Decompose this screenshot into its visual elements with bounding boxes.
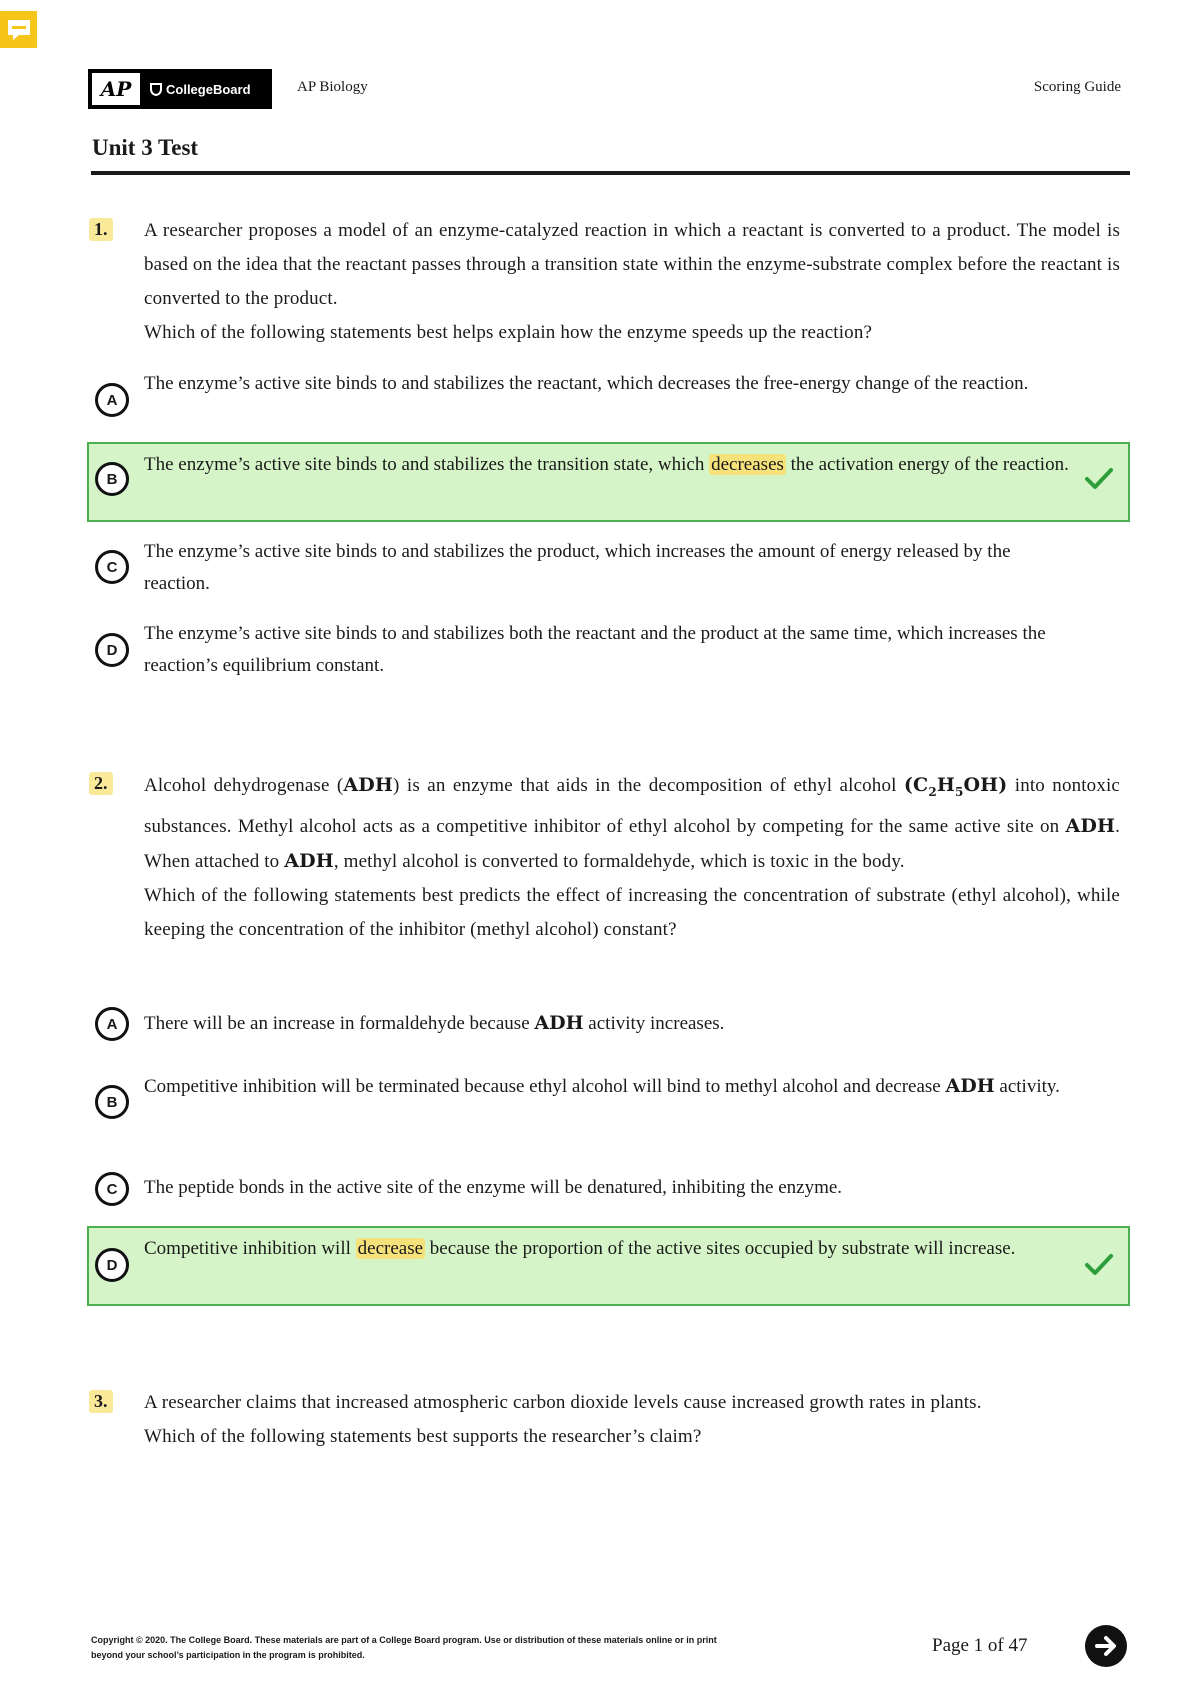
ap-collegeboard-logo: [88, 69, 272, 109]
logo-ap-text: AP: [92, 73, 140, 105]
option-letter-circle: D: [95, 633, 129, 667]
highlighted-word: decreases: [711, 454, 784, 475]
logo-collegeboard: [142, 71, 270, 107]
formula-subscript: 5: [954, 784, 964, 799]
copyright-notice: Copyright © 2020. The College Board. These materials are part of a College Board program. Use or distribution of these materials online or in print beyond your school’s participation in the program is prohibited.: [91, 1635, 717, 1660]
stem-text: Alcohol dehydrogenase (: [144, 775, 344, 796]
option-text: The enzyme’s active site binds to and stabilizes the product, which increases the amount of energy released by the reaction.: [144, 541, 1011, 594]
option-letter-circle: A: [95, 1007, 129, 1041]
question-stem-paragraph: [144, 768, 1120, 879]
option-text: [144, 1233, 1074, 1265]
option-text: [144, 1007, 1074, 1040]
question-number: 1.: [89, 218, 113, 241]
next-page-button[interactable]: [1085, 1625, 1127, 1667]
highlighted-word: decrease: [357, 1238, 424, 1259]
answer-option-correct[interactable]: [87, 442, 1130, 522]
option-text: [144, 449, 1074, 481]
title-divider: [91, 171, 1130, 175]
question-number: 2.: [89, 772, 113, 795]
checkmark-icon: [1084, 1252, 1114, 1278]
answer-option[interactable]: [87, 534, 1130, 600]
checkmark-icon: [1084, 466, 1114, 492]
question-stem: [144, 1386, 1120, 1454]
option-text-part: The enzyme’s active site binds to and stabilizes the transition state, which: [144, 454, 710, 475]
adh-term: ADH: [534, 1012, 584, 1034]
option-letter-circle: A: [95, 383, 129, 417]
formula-part: H: [936, 774, 955, 796]
question-stem: [144, 768, 1120, 947]
option-letter-circle: C: [95, 550, 129, 584]
page-title: Unit 3 Test: [92, 135, 199, 160]
question-stem-paragraph: A researcher proposes a model of an enzyme-catalyzed reaction in which a reactant is converted to a product. The model is based on the idea that the reactant passes through a transition state within the enzyme-substrate complex before the reactant is converted to the product.: [144, 220, 1120, 309]
comment-button[interactable]: [0, 11, 37, 48]
question-prompt: Which of the following statements best supports the researcher’s claim?: [144, 1426, 702, 1447]
course-name: AP Biology: [297, 79, 368, 95]
adh-term: ADH: [343, 774, 394, 796]
formula-part: OH): [963, 774, 1008, 796]
answer-option-correct[interactable]: [87, 1226, 1130, 1306]
stem-text: ) is an enzyme that aids in the decomposition of ethyl alcohol: [393, 775, 904, 796]
answer-option[interactable]: [87, 1000, 1130, 1048]
arrow-right-circle-icon: [1092, 1632, 1120, 1660]
option-text-part: There will be an increase in formaldehyde because: [144, 1013, 535, 1034]
answer-option[interactable]: [87, 366, 1130, 438]
option-text: [144, 1070, 1074, 1103]
answer-option[interactable]: [87, 1164, 1130, 1212]
question-number: 3.: [89, 1390, 113, 1413]
adh-term: ADH: [284, 849, 334, 872]
scoring-guide-label: Scoring Guide: [1033, 79, 1121, 95]
option-letter-circle: B: [95, 1085, 129, 1119]
adh-term: ADH: [945, 1075, 995, 1097]
question-prompt: Which of the following statements best helps explain how the enzyme speeds up the reaction?: [144, 322, 873, 343]
option-text-part: activity.: [994, 1076, 1060, 1097]
shield-icon: [150, 83, 162, 96]
option-letter-circle: B: [95, 462, 129, 496]
option-text: The enzyme’s active site binds to and stabilizes the reactant, which decreases the free-energy change of the reaction.: [144, 373, 1029, 394]
option-text-part: activity increases.: [583, 1013, 725, 1034]
formula-part: (C: [903, 774, 929, 796]
option-text: The enzyme’s active site binds to and stabilizes both the reactant and the product at the same time, which increases the reaction’s equilibrium constant.: [144, 623, 1046, 676]
answer-option[interactable]: [87, 1068, 1130, 1134]
question-prompt: Which of the following statements best predicts the effect of increasing the concentration of substrate (ethyl alcohol), while keeping the concentration of the inhibitor (methyl alcohol) constant?: [144, 884, 1120, 940]
question-stem-paragraph: A researcher claims that increased atmospheric carbon dioxide levels cause increased growth rates in plants.: [144, 1392, 982, 1413]
option-text-part: Competitive inhibition will: [144, 1238, 356, 1259]
comment-icon: [7, 19, 31, 41]
option-text-part: because the proportion of the active sites occupied by substrate will increase.: [425, 1238, 1016, 1259]
chemical-formula: [903, 774, 1008, 799]
stem-text: . When attached to: [144, 815, 1120, 872]
adh-term: ADH: [1065, 814, 1116, 837]
answer-option[interactable]: [87, 616, 1130, 682]
stem-text: , methyl alcohol is converted to formaldehyde, which is toxic in the body.: [333, 850, 905, 872]
logo-collegeboard-text: CollegeBoard: [166, 81, 251, 97]
formula-subscript: 2: [928, 784, 937, 799]
option-letter-circle: D: [95, 1248, 129, 1282]
stem-text: into nontoxic substances. Methyl alcohol acts as a competitive inhibitor of ethyl alcohol by competing for the same active site on: [144, 775, 1120, 837]
option-letter-circle: C: [95, 1172, 129, 1206]
option-text: The peptide bonds in the active site of the enzyme will be denatured, inhibiting the enzyme.: [144, 1177, 843, 1198]
page-indicator: Page 1 of 47: [932, 1635, 1028, 1656]
question-stem: [144, 214, 1120, 350]
option-text-part: Competitive inhibition will be terminated because ethyl alcohol will bind to methyl alcohol and decrease: [144, 1076, 946, 1097]
option-text-part: the activation energy of the reaction.: [785, 454, 1069, 475]
